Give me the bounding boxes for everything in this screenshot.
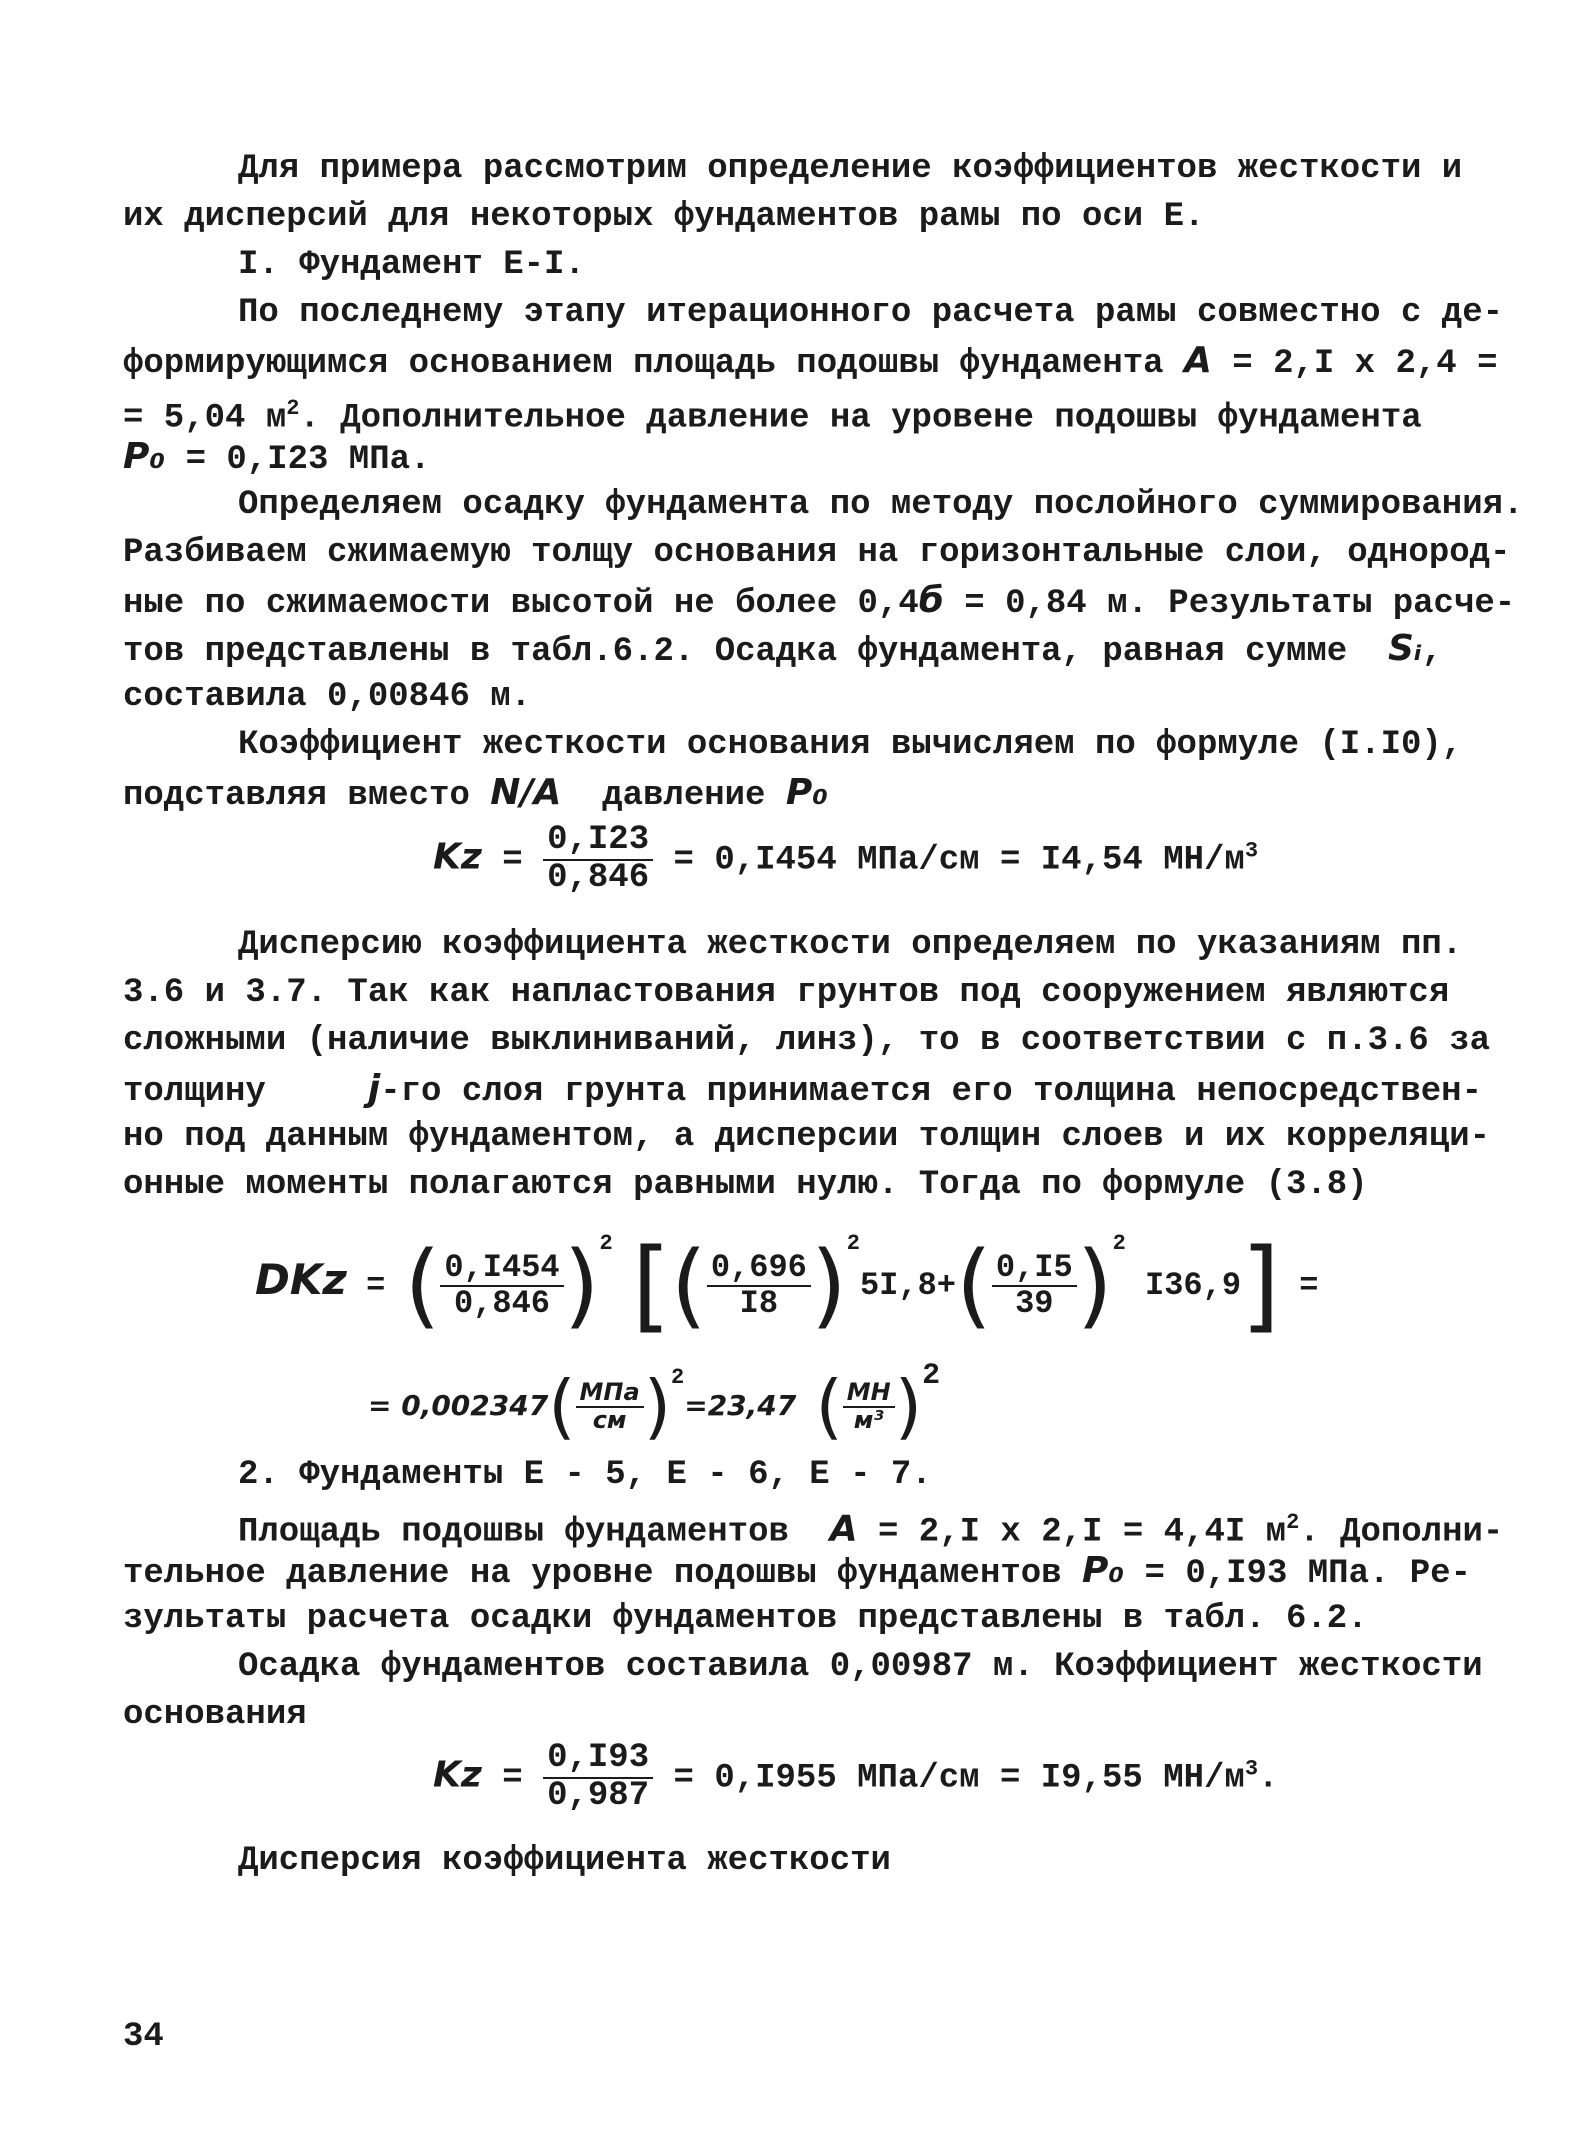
- paragraph-line: Определяем осадку фундамента по методу послойного суммирования.: [238, 486, 1524, 524]
- text-run: = 2,I x 2,I = 4,4I м: [877, 1513, 1287, 1552]
- text-run: = 0,84 м. Результаты расче-: [943, 585, 1516, 623]
- paren-close: ): [810, 1231, 847, 1339]
- paragraph-line: [123, 337, 1498, 385]
- paragraph-line: Коэффициент жесткости основания вычисляем по формуле (I.I0),: [238, 726, 1463, 764]
- fraction-denominator: м³: [853, 1405, 884, 1434]
- fraction: [707, 1248, 811, 1322]
- text-run: = 2,I x 2,4 =: [1232, 345, 1498, 383]
- formula-stiffness-1: [123, 823, 1453, 913]
- fraction-numerator: 0,I5: [992, 1251, 1077, 1287]
- paren-open: (: [955, 1231, 992, 1339]
- superscript: 3: [1244, 1756, 1259, 1782]
- section-heading: I. Фундамент Е-I.: [238, 246, 585, 284]
- superscript: 2: [286, 396, 300, 421]
- text-run: тельное давление на уровне подошвы фундаментов: [123, 1555, 1062, 1593]
- paragraph-line: [123, 433, 1453, 481]
- paragraph-line: 3.6 и 3.7. Так как напластования грунтов под сооружением являются: [123, 974, 1450, 1012]
- paren-open: (: [548, 1365, 576, 1448]
- paragraph-line: [123, 769, 1453, 817]
- paragraph-line: Разбиваем сжимаемую толщу основания на горизонтальные слои, однород-: [123, 534, 1511, 572]
- fraction-numerator: 0,I454: [440, 1251, 563, 1287]
- paren-close: ): [1076, 1231, 1113, 1339]
- superscript: 2: [1112, 1231, 1126, 1256]
- superscript: 2: [1286, 1510, 1300, 1535]
- area-symbol: A: [1183, 340, 1212, 381]
- fraction-numerator: МН: [843, 1380, 895, 1407]
- formula-lhs: Kz: [433, 1754, 482, 1796]
- paragraph-line: зультаты расчета осадки фундаментов представлены в табл. 6.2.: [123, 1600, 1368, 1638]
- superscript: 2: [846, 1231, 860, 1256]
- paragraph-line: сложными (наличие выклиниваний, линз), то в соответствии с п.3.6 за: [123, 1022, 1491, 1060]
- paragraph-line: основания: [123, 1696, 307, 1734]
- fraction-numerator: 0,696: [707, 1251, 811, 1287]
- text-run: давление: [602, 777, 766, 815]
- pressure-symbol: P₀: [123, 436, 166, 477]
- formula-term: 5I,8+: [859, 1267, 956, 1304]
- superscript: 2: [922, 1359, 941, 1393]
- formula-lhs: Kz: [433, 836, 482, 878]
- settlement-symbol: Sᵢ: [1388, 628, 1422, 669]
- paragraph-line: но под данным фундаментом, а дисперсии толщин слоев и их корреляци-: [123, 1118, 1491, 1156]
- pressure-symbol: P₀: [1081, 1550, 1125, 1591]
- equals-sign: =: [366, 1267, 386, 1304]
- fraction-numerator: 0,I23: [543, 823, 653, 861]
- paragraph-line: [123, 577, 1516, 625]
- superscript: 2: [671, 1365, 685, 1390]
- paragraph-line: их дисперсий для некоторых фундаментов рамы по оси Е.: [123, 198, 1205, 236]
- formula-term: = 0,002347: [368, 1389, 549, 1422]
- text-run: . Дополни-: [1299, 1513, 1504, 1552]
- paragraph-line: Осадка фундаментов составила 0,00987 м. Коэффициент жесткости: [238, 1648, 1483, 1686]
- text-run: = 5,04 м: [123, 399, 287, 438]
- fraction: [992, 1248, 1077, 1322]
- text-run: Площадь подошвы фундаментов: [238, 1513, 789, 1552]
- text-run: -го слоя грунта принимается его толщина непосредствен-: [380, 1073, 1482, 1111]
- paren-open: (: [670, 1231, 707, 1339]
- section-heading: 2. Фундаменты Е - 5, Е - 6, Е - 7.: [238, 1456, 932, 1494]
- fraction-denominator: 0,987: [547, 1776, 650, 1815]
- paragraph-line: онные моменты полагаются равными нулю. Тогда по формуле (3.8): [123, 1166, 1368, 1204]
- formula-lhs: DKz: [255, 1255, 347, 1304]
- formula-dispersion: [123, 1226, 1453, 1359]
- formula-rhs: = 0,I955 МПа/см = I9,55 МН/м: [673, 1759, 1245, 1798]
- paren-close: ): [643, 1365, 672, 1448]
- equals-sign: =: [502, 1759, 523, 1798]
- bracket-close: ]: [1241, 1226, 1281, 1344]
- fraction: [576, 1380, 644, 1432]
- fraction: [543, 823, 653, 896]
- fraction: [843, 1380, 895, 1432]
- paragraph-line: [123, 1065, 1482, 1113]
- paragraph-line: [123, 1499, 1504, 1552]
- paren-close: ): [894, 1365, 923, 1448]
- formula-stiffness-2: [123, 1741, 1453, 1833]
- fraction-denominator: 0,846: [453, 1284, 550, 1322]
- formula-rhs: = 0,I454 МПа/см = I4,54 МН/м: [673, 841, 1245, 880]
- text-run: ,: [1421, 633, 1443, 671]
- load-ratio-symbol: N/A: [490, 772, 562, 813]
- formula-term: I36,9: [1145, 1267, 1242, 1304]
- text-run: ные по сжимаемости высотой не более 0,4: [123, 585, 919, 623]
- superscript: 3: [1244, 838, 1259, 864]
- paragraph-line: Для примера рассмотрим определение коэффициентов жесткости и: [238, 150, 1463, 188]
- paren-open: (: [815, 1365, 843, 1448]
- fraction-numerator: МПа: [576, 1380, 644, 1407]
- fraction: [543, 1741, 653, 1814]
- text-run: толщину: [123, 1073, 266, 1111]
- fraction-denominator: 0,846: [547, 858, 650, 897]
- equals-sign: =: [1299, 1267, 1319, 1304]
- superscript: 2: [599, 1231, 613, 1256]
- text-run: подставляя вместо: [123, 777, 470, 815]
- paragraph-line: [123, 385, 1453, 438]
- fraction-numerator: 0,I93: [543, 1741, 653, 1779]
- text-run: тов представлены в табл.6.2. Осадка фундамента, равная сумме: [123, 633, 1348, 671]
- paragraph-line: По последнему этапу итерационного расчета рамы совместно с де-: [238, 294, 1504, 332]
- fraction-denominator: 39: [1015, 1284, 1054, 1322]
- page-number: 34: [123, 2018, 164, 2056]
- bracket-open: [: [631, 1226, 671, 1344]
- pressure-symbol: P₀: [785, 772, 829, 813]
- fraction: [440, 1248, 563, 1322]
- paragraph-line: [123, 625, 1453, 673]
- equals-sign: =: [502, 841, 523, 880]
- formula-dispersion-result: [123, 1359, 1453, 1451]
- text-run: = 0,I93 МПа. Ре-: [1144, 1555, 1471, 1593]
- area-symbol: A: [829, 1508, 858, 1550]
- text-run: формирующимся основанием площадь подошвы фундамента: [123, 345, 1164, 383]
- paren-open: (: [404, 1231, 441, 1339]
- formula-rhs: .: [1258, 1759, 1279, 1798]
- width-symbol: б: [918, 580, 944, 621]
- paragraph-line: Дисперсию коэффициента жесткости определяем по указаниям пп.: [238, 926, 1463, 964]
- paragraph-line: [123, 1547, 1471, 1595]
- paragraph-line: составила 0,00846 м.: [123, 678, 532, 716]
- formula-term: =23,47: [684, 1389, 797, 1422]
- paren-close: ): [563, 1231, 600, 1339]
- text-run: = 0,I23 МПа.: [185, 441, 431, 479]
- fraction-denominator: см: [592, 1405, 627, 1434]
- text-run: . Дополнительное давление на уровене подошвы фундамента: [299, 399, 1422, 438]
- paragraph-line: Дисперсия коэффициента жесткости: [238, 1842, 891, 1880]
- document-page: [123, 145, 1524, 1885]
- index-symbol: j: [367, 1068, 381, 1109]
- fraction-denominator: I8: [739, 1284, 779, 1322]
